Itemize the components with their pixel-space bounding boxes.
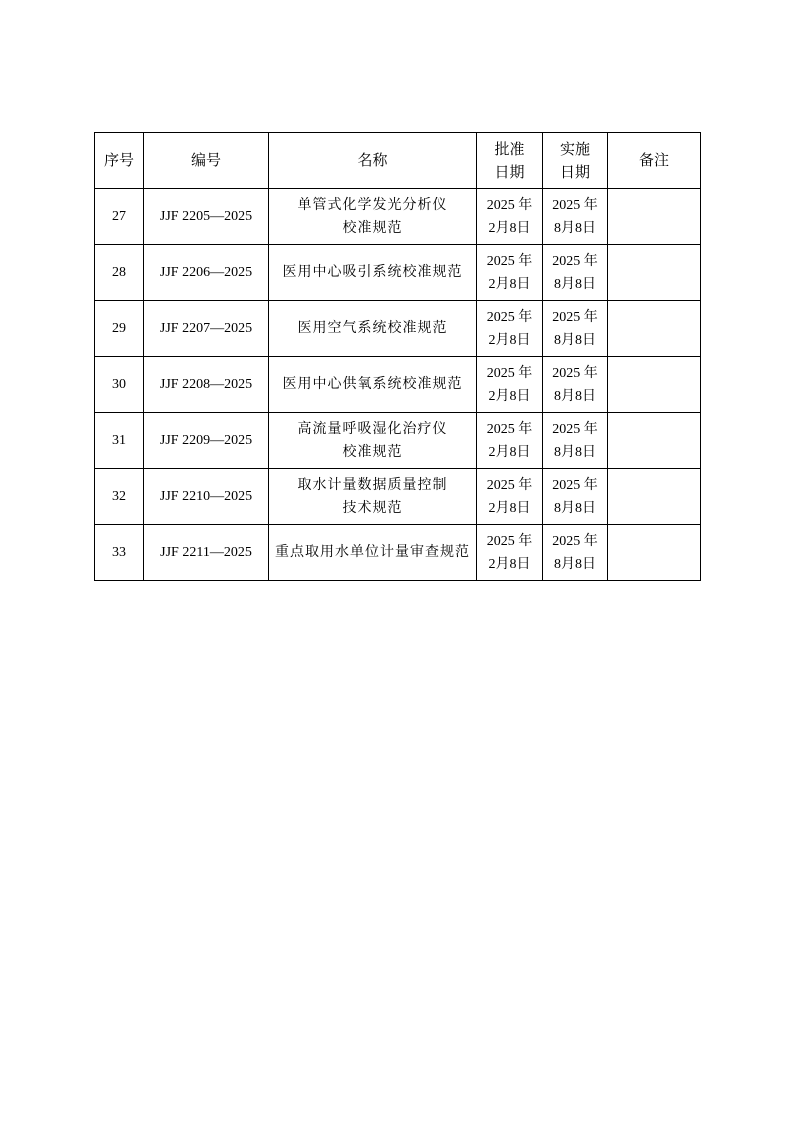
spec-name-line: 技术规范	[342, 499, 403, 516]
header-implement-line-1: 实施	[559, 139, 590, 158]
approve-date-line: 2月8日	[488, 276, 531, 292]
table-row	[95, 525, 701, 581]
implement-date-line: 8月8日	[554, 444, 596, 460]
approve-date	[477, 413, 543, 469]
implement-date	[543, 245, 608, 301]
approve-date-line: 2025 年	[486, 365, 533, 381]
row-number: 31	[95, 413, 144, 469]
approve-date-line: 2月8日	[488, 500, 531, 516]
approve-date-line: 2025 年	[486, 197, 533, 213]
implement-date-line: 2025 年	[552, 533, 598, 549]
spec-name-line: 重点取用水单位计量审查规范	[275, 544, 470, 560]
approve-date	[477, 301, 543, 357]
spec-name-line: 医用中心吸引系统校准规范	[282, 264, 463, 280]
approve-date	[477, 245, 543, 301]
spec-name-line: 取水计量数据质量控制	[297, 476, 448, 493]
header-no: 序号	[95, 133, 144, 189]
approve-date-line: 2025 年	[486, 309, 533, 325]
implement-date-line: 8月8日	[554, 556, 596, 572]
row-number: 33	[95, 525, 144, 581]
implement-date	[543, 469, 608, 525]
spec-name	[269, 245, 477, 301]
implement-date-line: 8月8日	[554, 276, 596, 292]
implement-date	[543, 189, 608, 245]
implement-date-line: 8月8日	[554, 388, 596, 404]
table-row	[95, 189, 701, 245]
spec-code: JJF 2211—2025	[144, 525, 269, 581]
implement-date-line: 8月8日	[554, 500, 596, 516]
approve-date-line: 2月8日	[488, 388, 531, 404]
approve-date-line: 2025 年	[486, 253, 533, 269]
spec-name	[269, 301, 477, 357]
spec-code: JJF 2208—2025	[144, 357, 269, 413]
spec-name-line: 校准规范	[342, 219, 403, 236]
table-row	[95, 245, 701, 301]
approve-date	[477, 357, 543, 413]
implement-date-line: 8月8日	[554, 220, 596, 236]
spec-code: JJF 2207—2025	[144, 301, 269, 357]
approve-date	[477, 469, 543, 525]
header-approve-date	[477, 133, 543, 189]
remark	[608, 525, 701, 581]
approve-date-line: 2月8日	[488, 332, 531, 348]
spec-name-line: 医用中心供氧系统校准规范	[282, 376, 463, 392]
row-number: 30	[95, 357, 144, 413]
approve-date-line: 2月8日	[488, 444, 531, 460]
implement-date-line: 8月8日	[554, 332, 596, 348]
implement-date-line: 2025 年	[552, 197, 598, 213]
implement-date	[543, 525, 608, 581]
header-approve-line-2: 日期	[494, 162, 525, 181]
header-implement-date	[543, 133, 608, 189]
spec-name	[269, 189, 477, 245]
spec-name	[269, 469, 477, 525]
spec-code: JJF 2206—2025	[144, 245, 269, 301]
row-number: 27	[95, 189, 144, 245]
table-body	[95, 189, 701, 581]
approve-date-line: 2025 年	[486, 533, 533, 549]
implement-date-line: 2025 年	[552, 477, 598, 493]
table-row	[95, 357, 701, 413]
spec-table	[94, 132, 701, 581]
table-row	[95, 301, 701, 357]
implement-date-line: 2025 年	[552, 365, 598, 381]
spec-name	[269, 357, 477, 413]
implement-date	[543, 301, 608, 357]
approve-date-line: 2月8日	[488, 220, 531, 236]
spec-code: JJF 2205—2025	[144, 189, 269, 245]
approve-date-line: 2025 年	[486, 421, 533, 437]
header-remark: 备注	[608, 133, 701, 189]
remark	[608, 301, 701, 357]
header-name: 名称	[269, 133, 477, 189]
spec-name	[269, 413, 477, 469]
header-code: 编号	[144, 133, 269, 189]
approve-date-line: 2025 年	[486, 477, 533, 493]
remark	[608, 413, 701, 469]
spec-name-line: 校准规范	[342, 443, 403, 460]
row-number: 32	[95, 469, 144, 525]
implement-date-line: 2025 年	[552, 253, 598, 269]
spec-name-line: 医用空气系统校准规范	[297, 320, 448, 336]
approve-date	[477, 189, 543, 245]
approve-date-line: 2月8日	[488, 556, 531, 572]
spec-code: JJF 2209—2025	[144, 413, 269, 469]
spec-code: JJF 2210—2025	[144, 469, 269, 525]
row-number: 29	[95, 301, 144, 357]
table-row	[95, 413, 701, 469]
remark	[608, 189, 701, 245]
implement-date	[543, 357, 608, 413]
implement-date-line: 2025 年	[552, 309, 598, 325]
spec-name-line: 高流量呼吸湿化治疗仪	[297, 420, 448, 437]
spec-name-line: 单管式化学发光分析仪	[297, 196, 448, 213]
header-approve-line-1: 批准	[494, 139, 525, 158]
implement-date-line: 2025 年	[552, 421, 598, 437]
remark	[608, 245, 701, 301]
header-implement-line-2: 日期	[559, 162, 590, 181]
remark	[608, 357, 701, 413]
remark	[608, 469, 701, 525]
approve-date	[477, 525, 543, 581]
table-row	[95, 469, 701, 525]
spec-name	[269, 525, 477, 581]
implement-date	[543, 413, 608, 469]
table-header-row	[95, 133, 701, 189]
row-number: 28	[95, 245, 144, 301]
